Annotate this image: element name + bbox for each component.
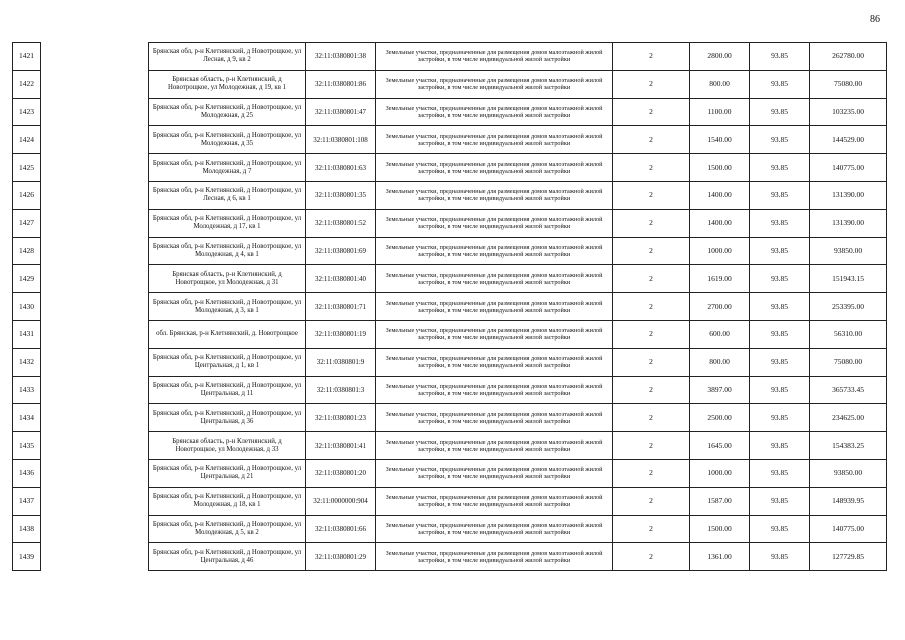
address-cell: Брянская обл, р-н Клетнянский, д Новотрощкое, ул Молодежная, д 7	[149, 154, 306, 182]
cadastral-value-cell: 253395.00	[810, 293, 887, 321]
group-cell: 2	[613, 70, 690, 98]
table-body	[13, 43, 887, 571]
area-cell: 1000.00	[690, 459, 750, 487]
empty-cell	[41, 293, 149, 321]
rate-cell: 93.85	[750, 98, 810, 126]
cadastral-value-cell: 154383.25	[810, 432, 887, 460]
rate-cell: 93.85	[750, 376, 810, 404]
land-use-cell: Земельные участки, предназначенные для размещения домов малоэтажной жилой застройки, в том числе индивидуальной жилой застройки	[376, 98, 613, 126]
address-cell: Брянская обл, р-н Клетнянский, д Новотрощкое, ул Центральная, д 21	[149, 459, 306, 487]
table-row	[13, 515, 887, 543]
area-cell: 1400.00	[690, 209, 750, 237]
land-use-cell: Земельные участки, предназначенные для размещения домов малоэтажной жилой застройки, в том числе индивидуальной жилой застройки	[376, 154, 613, 182]
row-number: 1427	[13, 209, 41, 237]
cadastral-value-cell: 140775.00	[810, 154, 887, 182]
empty-cell	[41, 209, 149, 237]
rate-cell: 93.85	[750, 265, 810, 293]
address-cell: Брянская обл, р-н Клетнянский, д Новотрощкое, ул Центральная, д 46	[149, 543, 306, 571]
empty-cell	[41, 348, 149, 376]
address-cell: Брянская область, р-н Клетнянский, д Новотрощкое, ул Молодежная, д 31	[149, 265, 306, 293]
address-cell: Брянская обл, р-н Клетнянский, д Новотрощкое, ул Молодежная, д 25	[149, 98, 306, 126]
cadastral-number-cell: 32:11:0380801:66	[306, 515, 376, 543]
cadastral-number-cell: 32:11:0380801:20	[306, 459, 376, 487]
group-cell: 2	[613, 209, 690, 237]
row-number: 1423	[13, 98, 41, 126]
empty-cell	[41, 43, 149, 71]
cadastral-value-cell: 262780.00	[810, 43, 887, 71]
table-row	[13, 376, 887, 404]
land-use-cell: Земельные участки, предназначенные для размещения домов малоэтажной жилой застройки, в том числе индивидуальной жилой застройки	[376, 543, 613, 571]
empty-cell	[41, 181, 149, 209]
cadastral-value-cell: 148939.95	[810, 487, 887, 515]
rate-cell: 93.85	[750, 154, 810, 182]
empty-cell	[41, 70, 149, 98]
table-row	[13, 265, 887, 293]
group-cell: 2	[613, 181, 690, 209]
cadastral-value-cell: 131390.00	[810, 181, 887, 209]
empty-cell	[41, 126, 149, 154]
table-row	[13, 126, 887, 154]
rate-cell: 93.85	[750, 543, 810, 571]
empty-cell	[41, 376, 149, 404]
land-use-cell: Земельные участки, предназначенные для размещения домов малоэтажной жилой застройки, в том числе индивидуальной жилой застройки	[376, 515, 613, 543]
area-cell: 2500.00	[690, 404, 750, 432]
area-cell: 800.00	[690, 348, 750, 376]
row-number: 1429	[13, 265, 41, 293]
row-number: 1438	[13, 515, 41, 543]
cadastral-value-table	[12, 42, 887, 571]
cadastral-number-cell: 32:11:0380801:63	[306, 154, 376, 182]
row-number: 1436	[13, 459, 41, 487]
rate-cell: 93.85	[750, 320, 810, 348]
empty-cell	[41, 459, 149, 487]
group-cell: 2	[613, 515, 690, 543]
group-cell: 2	[613, 543, 690, 571]
area-cell: 800.00	[690, 70, 750, 98]
cadastral-value-cell: 140775.00	[810, 515, 887, 543]
row-number: 1426	[13, 181, 41, 209]
table-row	[13, 487, 887, 515]
rate-cell: 93.85	[750, 237, 810, 265]
address-cell: Брянская обл, р-н Клетнянский, д Новотрощкое, ул Молодежная, д 18, кв 1	[149, 487, 306, 515]
cadastral-number-cell: 32:11:0380801:23	[306, 404, 376, 432]
cadastral-number-cell: 32:11:0380801:52	[306, 209, 376, 237]
rate-cell: 93.85	[750, 515, 810, 543]
area-cell: 2800.00	[690, 43, 750, 71]
table-row	[13, 348, 887, 376]
group-cell: 2	[613, 43, 690, 71]
land-use-cell: Земельные участки, предназначенные для размещения домов малоэтажной жилой застройки, в том числе индивидуальной жилой застройки	[376, 320, 613, 348]
cadastral-value-cell: 234625.00	[810, 404, 887, 432]
land-use-cell: Земельные участки, предназначенные для размещения домов малоэтажной жилой застройки, в том числе индивидуальной жилой застройки	[376, 237, 613, 265]
table-row	[13, 432, 887, 460]
table-row	[13, 70, 887, 98]
group-cell: 2	[613, 432, 690, 460]
address-cell: Брянская область, р-н Клетнянский, д Новотрощкое, ул Молодежная, д 19, кв 1	[149, 70, 306, 98]
group-cell: 2	[613, 126, 690, 154]
land-use-cell: Земельные участки, предназначенные для размещения домов малоэтажной жилой застройки, в том числе индивидуальной жилой застройки	[376, 432, 613, 460]
group-cell: 2	[613, 376, 690, 404]
land-use-cell: Земельные участки, предназначенные для размещения домов малоэтажной жилой застройки, в том числе индивидуальной жилой застройки	[376, 209, 613, 237]
empty-cell	[41, 432, 149, 460]
address-cell: обл. Брянская, р-н Клетнянский, д. Новотрощкое	[149, 320, 306, 348]
address-cell: Брянская обл, р-н Клетнянский, д Новотрощкое, ул Центральная, д 36	[149, 404, 306, 432]
row-number: 1435	[13, 432, 41, 460]
cadastral-value-cell: 75080.00	[810, 70, 887, 98]
cadastral-number-cell: 32:11:0380801:19	[306, 320, 376, 348]
area-cell: 1500.00	[690, 515, 750, 543]
area-cell: 1645.00	[690, 432, 750, 460]
land-use-cell: Земельные участки, предназначенные для размещения домов малоэтажной жилой застройки, в том числе индивидуальной жилой застройки	[376, 265, 613, 293]
cadastral-number-cell: 32:11:0380801:108	[306, 126, 376, 154]
group-cell: 2	[613, 487, 690, 515]
cadastral-number-cell: 32:11:0380801:40	[306, 265, 376, 293]
land-use-cell: Земельные участки, предназначенные для размещения домов малоэтажной жилой застройки, в том числе индивидуальной жилой застройки	[376, 126, 613, 154]
rate-cell: 93.85	[750, 487, 810, 515]
address-cell: Брянская обл, р-н Клетнянский, д Новотрощкое, ул Молодежная, д 4, кв 1	[149, 237, 306, 265]
area-cell: 1400.00	[690, 181, 750, 209]
land-use-cell: Земельные участки, предназначенные для размещения домов малоэтажной жилой застройки, в том числе индивидуальной жилой застройки	[376, 181, 613, 209]
address-cell: Брянская обл, р-н Клетнянский, д Новотрощкое, ул Лесная, д 9, кв 2	[149, 43, 306, 71]
area-cell: 1361.00	[690, 543, 750, 571]
group-cell: 2	[613, 293, 690, 321]
row-number: 1434	[13, 404, 41, 432]
cadastral-number-cell: 32:11:0380801:86	[306, 70, 376, 98]
cadastral-number-cell: 32:11:0380801:35	[306, 181, 376, 209]
land-use-cell: Земельные участки, предназначенные для размещения домов малоэтажной жилой застройки, в том числе индивидуальной жилой застройки	[376, 376, 613, 404]
row-number: 1425	[13, 154, 41, 182]
address-cell: Брянская обл, р-н Клетнянский, д Новотрощкое, ул Молодежная, д 17, кв 1	[149, 209, 306, 237]
empty-cell	[41, 265, 149, 293]
empty-cell	[41, 515, 149, 543]
empty-cell	[41, 237, 149, 265]
rate-cell: 93.85	[750, 43, 810, 71]
land-use-cell: Земельные участки, предназначенные для размещения домов малоэтажной жилой застройки, в том числе индивидуальной жилой застройки	[376, 348, 613, 376]
rate-cell: 93.85	[750, 293, 810, 321]
address-cell: Брянская обл, р-н Клетнянский, д Новотрощкое, ул Молодежная, д 5, кв 2	[149, 515, 306, 543]
rate-cell: 93.85	[750, 209, 810, 237]
empty-cell	[41, 320, 149, 348]
empty-cell	[41, 543, 149, 571]
address-cell: Брянская обл, р-н Клетнянский, д Новотрощкое, ул Лесная, д 6, кв 1	[149, 181, 306, 209]
cadastral-value-cell: 93850.00	[810, 459, 887, 487]
land-use-cell: Земельные участки, предназначенные для размещения домов малоэтажной жилой застройки, в том числе индивидуальной жилой застройки	[376, 404, 613, 432]
table-row	[13, 320, 887, 348]
cadastral-value-cell: 93850.00	[810, 237, 887, 265]
empty-cell	[41, 154, 149, 182]
group-cell: 2	[613, 265, 690, 293]
land-use-cell: Земельные участки, предназначенные для размещения домов малоэтажной жилой застройки, в том числе индивидуальной жилой застройки	[376, 459, 613, 487]
rate-cell: 93.85	[750, 126, 810, 154]
table-row	[13, 543, 887, 571]
group-cell: 2	[613, 459, 690, 487]
cadastral-number-cell: 32:11:0380801:47	[306, 98, 376, 126]
area-cell: 1619.00	[690, 265, 750, 293]
row-number: 1437	[13, 487, 41, 515]
table-row	[13, 181, 887, 209]
cadastral-number-cell: 32:11:0380801:29	[306, 543, 376, 571]
cadastral-number-cell: 32:11:0380801:41	[306, 432, 376, 460]
empty-cell	[41, 98, 149, 126]
cadastral-number-cell: 32:11:0380801:69	[306, 237, 376, 265]
row-number: 1439	[13, 543, 41, 571]
area-cell: 1000.00	[690, 237, 750, 265]
cadastral-value-cell: 131390.00	[810, 209, 887, 237]
cadastral-value-cell: 56310.00	[810, 320, 887, 348]
row-number: 1433	[13, 376, 41, 404]
cadastral-value-cell: 127729.85	[810, 543, 887, 571]
group-cell: 2	[613, 154, 690, 182]
area-cell: 1500.00	[690, 154, 750, 182]
cadastral-number-cell: 32:11:0000000:904	[306, 487, 376, 515]
group-cell: 2	[613, 320, 690, 348]
area-cell: 600.00	[690, 320, 750, 348]
rate-cell: 93.85	[750, 432, 810, 460]
row-number: 1422	[13, 70, 41, 98]
row-number: 1424	[13, 126, 41, 154]
table-row	[13, 43, 887, 71]
cadastral-number-cell: 32:11:0380801:71	[306, 293, 376, 321]
land-use-cell: Земельные участки, предназначенные для размещения домов малоэтажной жилой застройки, в том числе индивидуальной жилой застройки	[376, 293, 613, 321]
cadastral-number-cell: 32:11:0380801:3	[306, 376, 376, 404]
cadastral-value-cell: 103235.00	[810, 98, 887, 126]
area-cell: 1587.00	[690, 487, 750, 515]
row-number: 1431	[13, 320, 41, 348]
area-cell: 1100.00	[690, 98, 750, 126]
group-cell: 2	[613, 237, 690, 265]
rate-cell: 93.85	[750, 459, 810, 487]
table-row	[13, 293, 887, 321]
rate-cell: 93.85	[750, 70, 810, 98]
table-row	[13, 98, 887, 126]
cadastral-value-cell: 365733.45	[810, 376, 887, 404]
address-cell: Брянская область, р-н Клетнянский, д Новотрощкое, ул Молодежная, д 33	[149, 432, 306, 460]
empty-cell	[41, 404, 149, 432]
empty-cell	[41, 487, 149, 515]
rate-cell: 93.85	[750, 404, 810, 432]
rate-cell: 93.85	[750, 348, 810, 376]
table-row	[13, 209, 887, 237]
land-use-cell: Земельные участки, предназначенные для размещения домов малоэтажной жилой застройки, в том числе индивидуальной жилой застройки	[376, 70, 613, 98]
rate-cell: 93.85	[750, 181, 810, 209]
address-cell: Брянская обл, р-н Клетнянский, д Новотрощкое, ул Центральная, д 1, кв 1	[149, 348, 306, 376]
address-cell: Брянская обл, р-н Клетнянский, д Новотрощкое, ул Молодежная, д 3, кв 1	[149, 293, 306, 321]
group-cell: 2	[613, 348, 690, 376]
page-number: 86	[870, 14, 880, 25]
address-cell: Брянская обл, р-н Клетнянский, д Новотрощкое, ул Центральная, д 11	[149, 376, 306, 404]
group-cell: 2	[613, 98, 690, 126]
table-row	[13, 154, 887, 182]
address-cell: Брянская обл, р-н Клетнянский, д Новотрощкое, ул Молодежная, д 35	[149, 126, 306, 154]
cadastral-number-cell: 32:11:0380801:38	[306, 43, 376, 71]
row-number: 1430	[13, 293, 41, 321]
cadastral-value-cell: 151943.15	[810, 265, 887, 293]
land-use-cell: Земельные участки, предназначенные для размещения домов малоэтажной жилой застройки, в том числе индивидуальной жилой застройки	[376, 487, 613, 515]
cadastral-value-cell: 75080.00	[810, 348, 887, 376]
table-row	[13, 459, 887, 487]
cadastral-number-cell: 32:11:0380801:9	[306, 348, 376, 376]
group-cell: 2	[613, 404, 690, 432]
table-row	[13, 237, 887, 265]
cadastral-value-cell: 144529.00	[810, 126, 887, 154]
area-cell: 1540.00	[690, 126, 750, 154]
row-number: 1428	[13, 237, 41, 265]
area-cell: 2700.00	[690, 293, 750, 321]
table-row	[13, 404, 887, 432]
row-number: 1432	[13, 348, 41, 376]
land-use-cell: Земельные участки, предназначенные для размещения домов малоэтажной жилой застройки, в том числе индивидуальной жилой застройки	[376, 43, 613, 71]
area-cell: 3897.00	[690, 376, 750, 404]
row-number: 1421	[13, 43, 41, 71]
